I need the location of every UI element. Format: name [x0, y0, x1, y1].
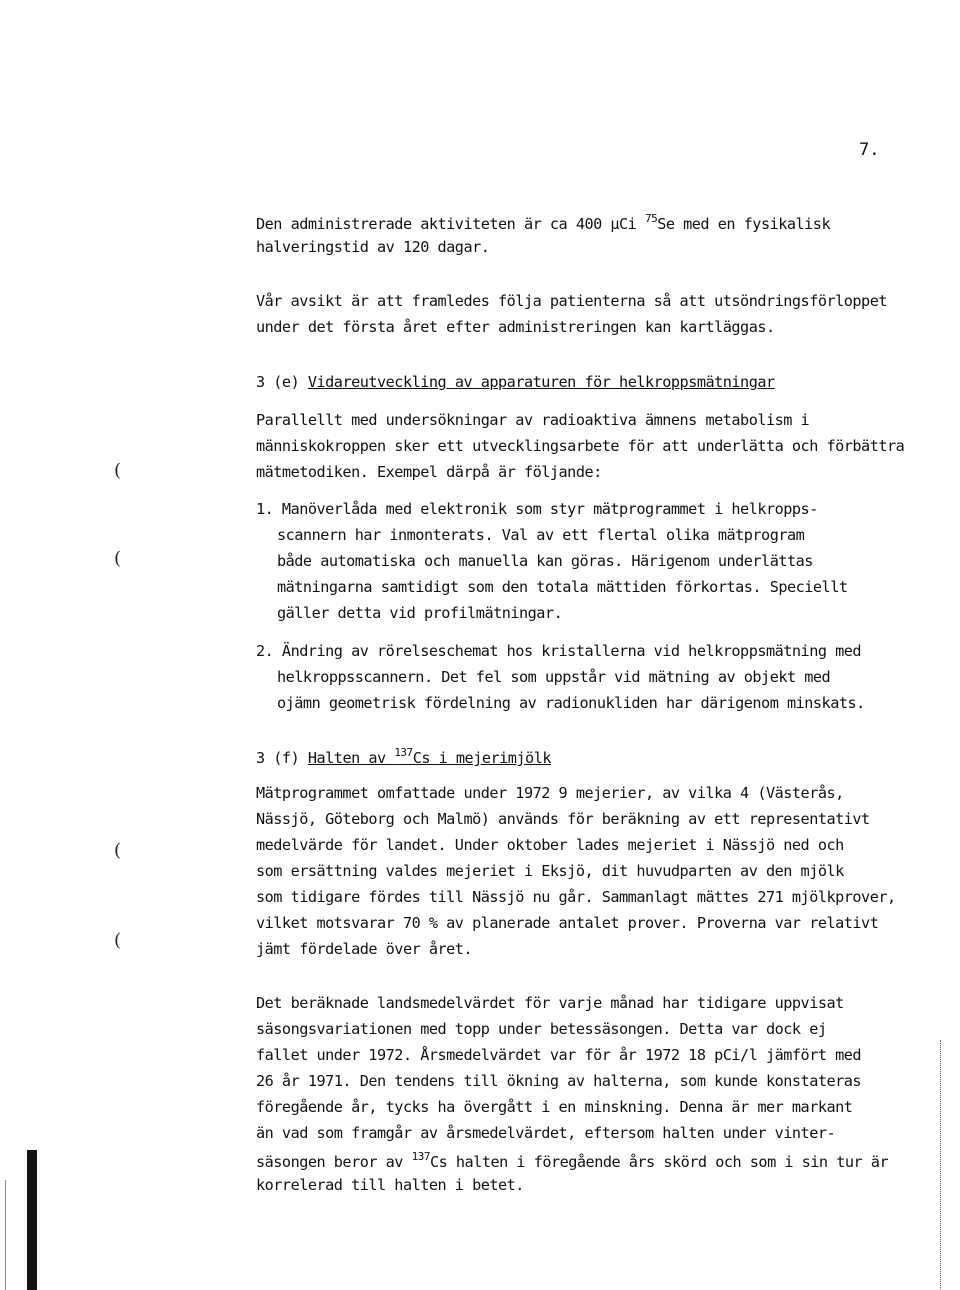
text-line — [256, 1150, 888, 1171]
list-item-line: helkroppsscannern. Det fel som uppstår vid mätning av objekt med — [277, 668, 831, 686]
section-number: 3 (e) — [256, 373, 308, 391]
text-fragment: Cs halten i föregående års skörd och som i sin tur är — [429, 1153, 889, 1171]
text-line: Vår avsikt är att framledes följa patienterna så att utsöndringsförloppet — [256, 292, 887, 310]
text-fragment: Halten av — [307, 749, 395, 767]
section-heading-3e — [256, 373, 775, 391]
margin-bracket: ( — [114, 548, 122, 569]
scan-edge-left — [0, 1150, 40, 1290]
text-line: mätmetodiken. Exempel därpå är följande: — [256, 463, 602, 481]
text-line: Parallellt med undersökningar av radioaktiva ämnens metabolism i — [256, 411, 810, 429]
list-item-line: 1. Manöverlåda med elektronik som styr mätprogrammet i helkropps- — [256, 500, 818, 518]
list-item-line: gäller detta vid profilmätningar. — [277, 604, 563, 622]
text-fragment: Den administrerade aktiviteten är ca 400 μCi — [256, 215, 645, 233]
text-line: föregående år, tycks ha övergått i en minskning. Denna är mer markant — [256, 1098, 853, 1116]
section-heading-3f — [256, 746, 551, 767]
text-fragment: säsongen beror av — [256, 1153, 412, 1171]
section-title — [307, 746, 551, 767]
scan-line — [5, 1180, 6, 1290]
section-title: Vidareutveckling av apparaturen för helkroppsmätningar — [307, 373, 775, 391]
text-line: säsongsvariationen med topp under betessäsongen. Detta var dock ej — [256, 1020, 827, 1038]
text-line: fallet under 1972. Årsmedelvärdet var för år 1972 18 pCi/l jämfört med — [256, 1046, 862, 1064]
text-fragment: Se med en fysikalisk — [657, 215, 831, 233]
margin-bracket: ( — [114, 930, 122, 951]
text-line: medelvärde för landet. Under oktober lades mejeriet i Nässjö ned och — [256, 836, 844, 854]
text-line: som tidigare fördes till Nässjö nu går. Sammanlagt mättes 271 mjölkprover, — [256, 888, 896, 906]
text-line: Det beräknade landsmedelvärdet för varje månad har tidigare uppvisat — [256, 994, 844, 1012]
list-item-line: både automatiska och manuella kan göras. Härigenom underlättas — [277, 552, 813, 570]
list-item-line: scannern har inmonterats. Val av ett flertal olika mätprogram — [277, 526, 805, 544]
text-line: halveringstid av 120 dagar. — [256, 238, 490, 256]
text-line: Nässjö, Göteborg och Malmö) används för beräkning av ett representativt — [256, 810, 870, 828]
list-item-line: ojämn geometrisk fördelning av radionukliden har därigenom minskats. — [277, 694, 865, 712]
list-item-line: 2. Ändring av rörelseschemat hos kristallerna vid helkroppsmätning med — [256, 642, 862, 660]
superscript: 137 — [411, 1150, 430, 1163]
margin-bracket: ( — [114, 460, 122, 481]
text-line: som ersättning valdes mejeriet i Eksjö, dit huvudparten av den mjölk — [256, 862, 844, 880]
list-item-line: mätningarna samtidigt som den totala mättiden förkortas. Speciellt — [277, 578, 848, 596]
margin-bracket: ( — [114, 840, 122, 861]
text-line: än vad som framgår av årsmedelvärdet, eftersom halten under vinter- — [256, 1124, 836, 1142]
text-line: under det första året efter administreringen kan kartläggas. — [256, 318, 775, 336]
text-line: korrelerad till halten i betet. — [256, 1176, 524, 1194]
binding-shadow — [27, 1150, 37, 1290]
text-line: Mätprogrammet omfattade under 1972 9 mejerier, av vilka 4 (Västerås, — [256, 784, 844, 802]
superscript: 75 — [644, 212, 658, 225]
page-number: 7. — [859, 140, 880, 160]
superscript: 137 — [394, 746, 413, 759]
scan-edge-right — [940, 1040, 944, 1290]
text-line: människokroppen sker ett utvecklingsarbete för att underlätta och förbättra — [256, 437, 905, 455]
text-line: jämt fördelade över året. — [256, 940, 473, 958]
section-number: 3 (f) — [256, 749, 308, 767]
text-fragment: Cs i mejerimjölk — [412, 749, 551, 767]
text-line: 26 år 1971. Den tendens till ökning av halterna, som kunde konstateras — [256, 1072, 862, 1090]
text-line — [256, 212, 830, 233]
text-line: vilket motsvarar 70 % av planerade antalet prover. Proverna var relativt — [256, 914, 879, 932]
